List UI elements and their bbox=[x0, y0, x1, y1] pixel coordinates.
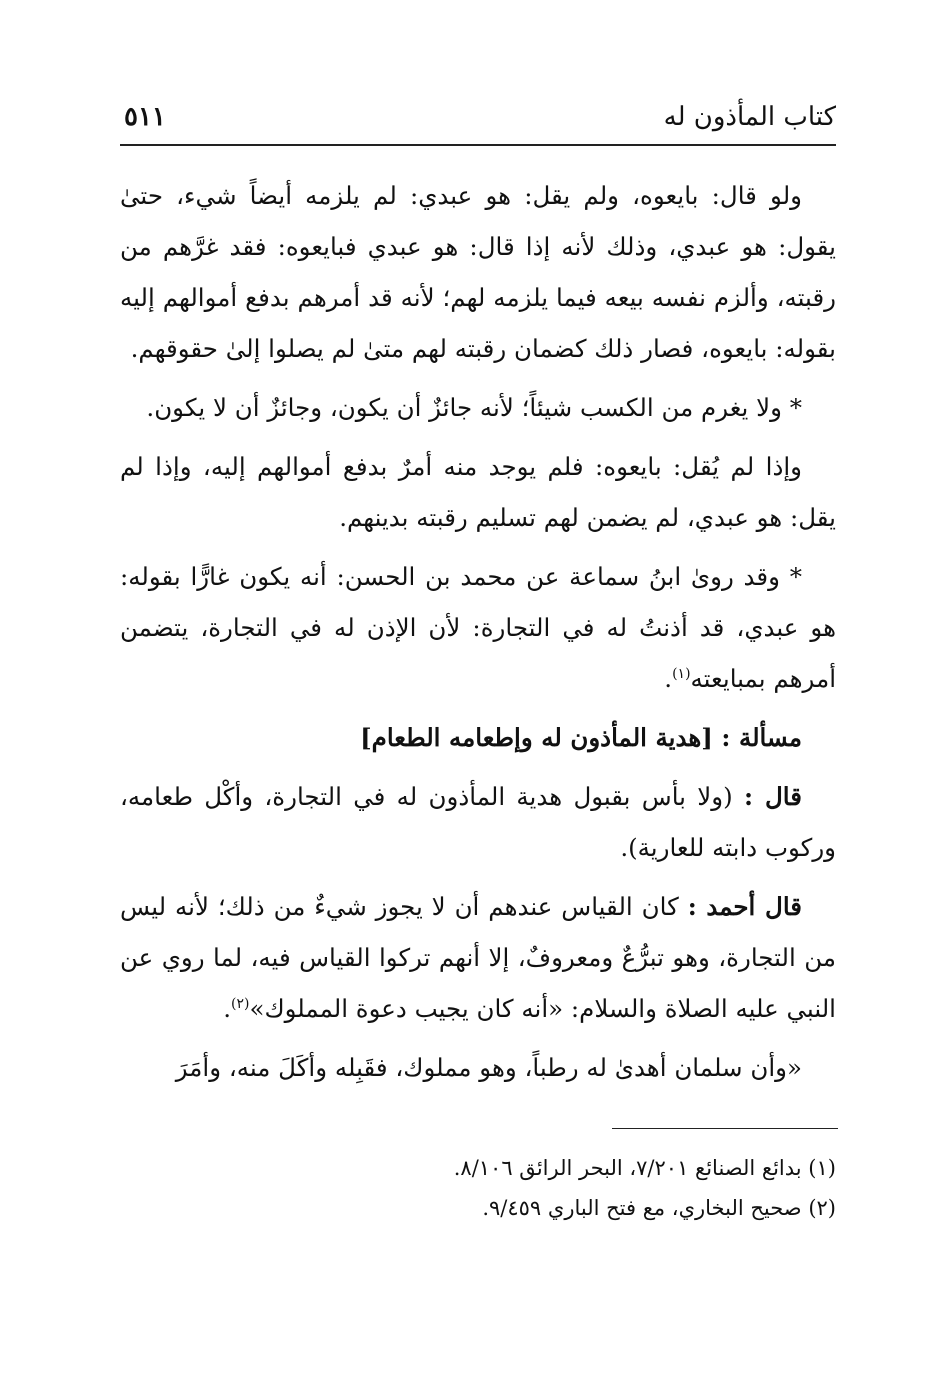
footnote-ref: (١) bbox=[672, 665, 691, 682]
paragraph-text: كان القياس عندهم أن لا يجوز شيءٌ من ذلك؛ لأنه ليس من التجارة، وهو تبرُّعٌ ومعروفٌ، إلا أنهم تركوا القياس فيه، لما روي عن النبي عليه الصلاة والسلام: «أنه كان يجيب دعوة المملوك» bbox=[120, 892, 836, 1023]
running-header bbox=[120, 100, 836, 146]
footnotes bbox=[236, 1148, 836, 1228]
heading-text: [هدية المأذون له وإطعامه الطعام] bbox=[360, 723, 713, 752]
footnote-separator bbox=[612, 1128, 838, 1129]
page-number: ٥١١ bbox=[124, 102, 166, 132]
paragraph: * ولا يغرم من الكسب شيئاً؛ لأنه جائزٌ أن يكون، وجائزٌ أن لا يكون. bbox=[146, 393, 802, 422]
paragraph: «وأن سلمان أهدىٰ له رطباً، وهو مملوك، فقَبِله وأكَلَ منه، وأمَرَ bbox=[175, 1053, 802, 1082]
speaker-label: قال : bbox=[743, 782, 802, 811]
footnote: (٢) صحيح البخاري، مع فتح الباري ٩/٤٥٩. bbox=[482, 1196, 836, 1220]
paragraph: وإذا لم يُقل: بايعوه: فلم يوجد منه أمرٌ بدفع أموالهم إليه، وإذا لم يقل: هو عبدي، لم يضمن لهم تسليم رقبته بدينهم. bbox=[120, 452, 836, 532]
paragraph-end: . bbox=[223, 994, 231, 1023]
paragraph-text: * وقد روىٰ ابنُ سماعة عن محمد بن الحسن: أنه يكون غارًّا بقوله: هو عبدي، قد أذنتُ له في التجارة: لأن الإذن له في التجارة، يتضمن أمرهم بمبايعته bbox=[120, 562, 836, 693]
chapter-title: كتاب المأذون له bbox=[663, 102, 836, 132]
heading-label: مسألة : bbox=[721, 723, 802, 752]
paragraph bbox=[120, 771, 836, 873]
footnote: (١) بدائع الصنائع ٧/٢٠١، البحر الرائق ٨/١٠٦. bbox=[453, 1156, 836, 1180]
section-heading bbox=[120, 712, 836, 763]
paragraph bbox=[120, 881, 836, 1034]
footnote-ref: (٢) bbox=[230, 995, 250, 1012]
paragraph: ولو قال: بايعوه، ولم يقل: هو عبدي: لم يلزمه أيضاً شيء، حتىٰ يقول: هو عبدي، وذلك لأنه إذا قال: هو عبدي فبايعوه: فقد غرَّهم من رقبته، وألزم نفسه بيعه فيما يلزمه لهم؛ لأنه قد أمرهم بدفع أموالهم إليه بقوله: بايعوه، فصار ذلك كضمان رقبته لهم متىٰ لم يصلوا إلىٰ حقوقهم. bbox=[120, 181, 836, 363]
paragraph bbox=[120, 551, 836, 704]
main-text bbox=[120, 170, 836, 1101]
paragraph-end: . bbox=[664, 664, 673, 693]
speaker-label: قال أحمد : bbox=[687, 892, 802, 921]
paragraph-text: (ولا بأس بقبول هدية المأذون له في التجارة، وأكْل طعامه، وركوب دابته للعارية). bbox=[120, 782, 836, 862]
